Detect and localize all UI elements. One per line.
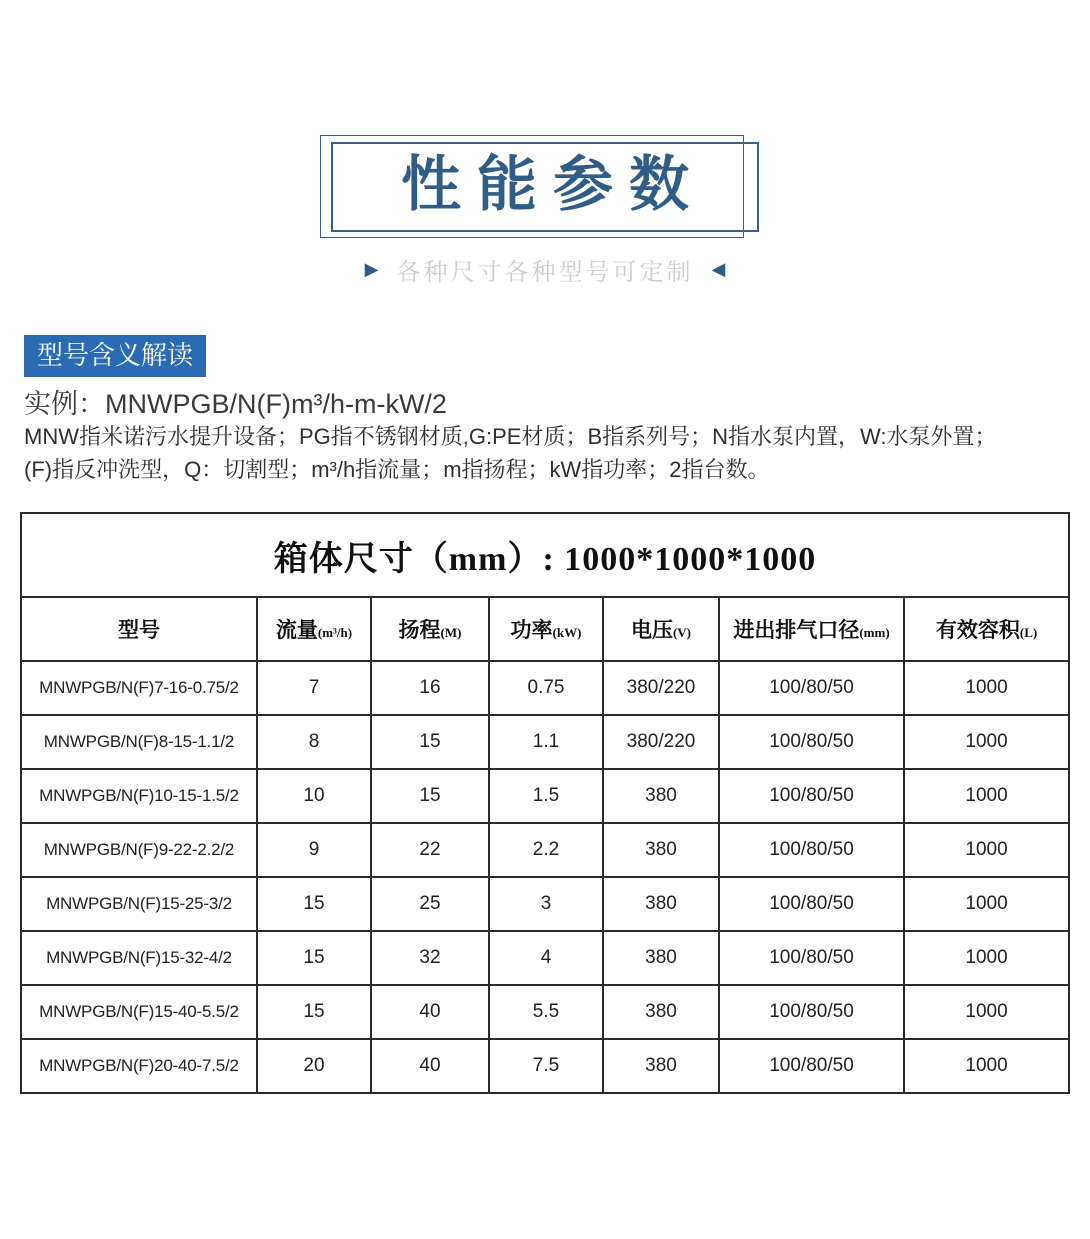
cell-volume: 1000 [904, 823, 1069, 877]
cell-power: 2.2 [489, 823, 603, 877]
page-title: 性能参数 [401, 151, 705, 218]
subtitle-text: 各种尺寸各种型号可定制 [396, 259, 694, 286]
cell-flow: 8 [257, 715, 371, 769]
cell-model: MNWPGB/N(F)15-25-3/2 [21, 877, 257, 931]
cell-flow: 15 [257, 877, 371, 931]
col-header-unit: (m³/h) [317, 625, 353, 640]
cell-voltage: 380 [603, 985, 719, 1039]
cell-flow: 9 [257, 823, 371, 877]
cell-model: MNWPGB/N(F)15-40-5.5/2 [21, 985, 257, 1039]
cell-head: 40 [371, 1039, 489, 1093]
cell-head: 25 [371, 877, 489, 931]
col-header-label: 型号 [118, 618, 160, 642]
col-header-flow [257, 597, 371, 661]
table-row [21, 823, 1069, 877]
model-desc-line-2: (F)指反冲洗型，Q：切割型；m³/h指流量；m指扬程；kW指功率；2指台数。 [24, 457, 770, 482]
cell-voltage: 380 [603, 877, 719, 931]
cell-port-diameter: 100/80/50 [719, 769, 904, 823]
col-header-port-diameter [719, 597, 904, 661]
col-header-label: 流量 [275, 618, 318, 642]
cell-voltage: 380 [603, 769, 719, 823]
table-row [21, 877, 1069, 931]
col-header-label: 扬程 [398, 618, 441, 642]
col-header-unit: (mm) [859, 625, 890, 640]
model-desc-line-1: MNW指米诺污水提升设备；PG指不锈钢材质,G:PE材质；B指系列号；N指水泵内置，W:水泵外置； [24, 424, 997, 449]
col-header-label: 电压 [630, 618, 673, 642]
cell-volume: 1000 [904, 661, 1069, 715]
cell-model: MNWPGB/N(F)7-16-0.75/2 [21, 661, 257, 715]
cell-volume: 1000 [904, 877, 1069, 931]
col-header-power [489, 597, 603, 661]
cell-model: MNWPGB/N(F)20-40-7.5/2 [21, 1039, 257, 1093]
cell-port-diameter: 100/80/50 [719, 823, 904, 877]
col-header-voltage [603, 597, 719, 661]
col-header-volume [904, 597, 1069, 661]
cell-head: 22 [371, 823, 489, 877]
table-row [21, 931, 1069, 985]
table-row [21, 1039, 1069, 1093]
cell-flow: 10 [257, 769, 371, 823]
cell-port-diameter: 100/80/50 [719, 661, 904, 715]
col-header-unit: (M) [440, 625, 462, 640]
left-triangle-icon: ▶ [364, 259, 379, 279]
cell-model: MNWPGB/N(F)10-15-1.5/2 [21, 769, 257, 823]
col-header-unit: (L) [1019, 625, 1038, 640]
right-triangle-icon: ◀ [711, 259, 726, 279]
cell-flow: 20 [257, 1039, 371, 1093]
subtitle [0, 252, 1090, 287]
col-header-unit: (kW) [552, 625, 582, 640]
table-header-row [21, 597, 1069, 661]
cell-power: 5.5 [489, 985, 603, 1039]
cell-power: 7.5 [489, 1039, 603, 1093]
cell-flow: 15 [257, 931, 371, 985]
cell-flow: 7 [257, 661, 371, 715]
cell-model: MNWPGB/N(F)8-15-1.1/2 [21, 715, 257, 769]
cell-power: 4 [489, 931, 603, 985]
table-title: 箱体尺寸（mm）: 1000*1000*1000 [21, 513, 1069, 597]
col-header-head [371, 597, 489, 661]
col-header-unit: (V) [672, 625, 692, 640]
table-row [21, 769, 1069, 823]
table-row [21, 661, 1069, 715]
cell-head: 15 [371, 715, 489, 769]
cell-voltage: 380/220 [603, 661, 719, 715]
cell-port-diameter: 100/80/50 [719, 877, 904, 931]
cell-flow: 15 [257, 985, 371, 1039]
cell-power: 0.75 [489, 661, 603, 715]
cell-volume: 1000 [904, 931, 1069, 985]
cell-voltage: 380 [603, 931, 719, 985]
col-header-label: 功率 [510, 618, 553, 642]
cell-power: 1.5 [489, 769, 603, 823]
cell-model: MNWPGB/N(F)15-32-4/2 [21, 931, 257, 985]
cell-head: 32 [371, 931, 489, 985]
cell-power: 1.1 [489, 715, 603, 769]
table-row [21, 985, 1069, 1039]
table-title-row [21, 513, 1069, 597]
cell-port-diameter: 100/80/50 [719, 985, 904, 1039]
spec-table [20, 512, 1070, 1094]
cell-voltage: 380 [603, 1039, 719, 1093]
cell-voltage: 380/220 [603, 715, 719, 769]
cell-voltage: 380 [603, 823, 719, 877]
cell-volume: 1000 [904, 1039, 1069, 1093]
cell-head: 16 [371, 661, 489, 715]
cell-port-diameter: 100/80/50 [719, 931, 904, 985]
cell-head: 15 [371, 769, 489, 823]
title-banner [331, 142, 759, 232]
cell-head: 40 [371, 985, 489, 1039]
col-header-label: 有效容积 [935, 618, 1020, 642]
cell-volume: 1000 [904, 715, 1069, 769]
table-row [21, 715, 1069, 769]
model-meaning-badge: 型号含义解读 [24, 335, 206, 377]
cell-port-diameter: 100/80/50 [719, 715, 904, 769]
model-example-line: 实例：MNWPGB/N(F)m³/h-m-kW/2 [24, 389, 447, 419]
cell-volume: 1000 [904, 985, 1069, 1039]
cell-volume: 1000 [904, 769, 1069, 823]
cell-model: MNWPGB/N(F)9-22-2.2/2 [21, 823, 257, 877]
col-header-label: 进出排气口径 [733, 618, 860, 642]
col-header-model [21, 597, 257, 661]
cell-power: 3 [489, 877, 603, 931]
cell-port-diameter: 100/80/50 [719, 1039, 904, 1093]
